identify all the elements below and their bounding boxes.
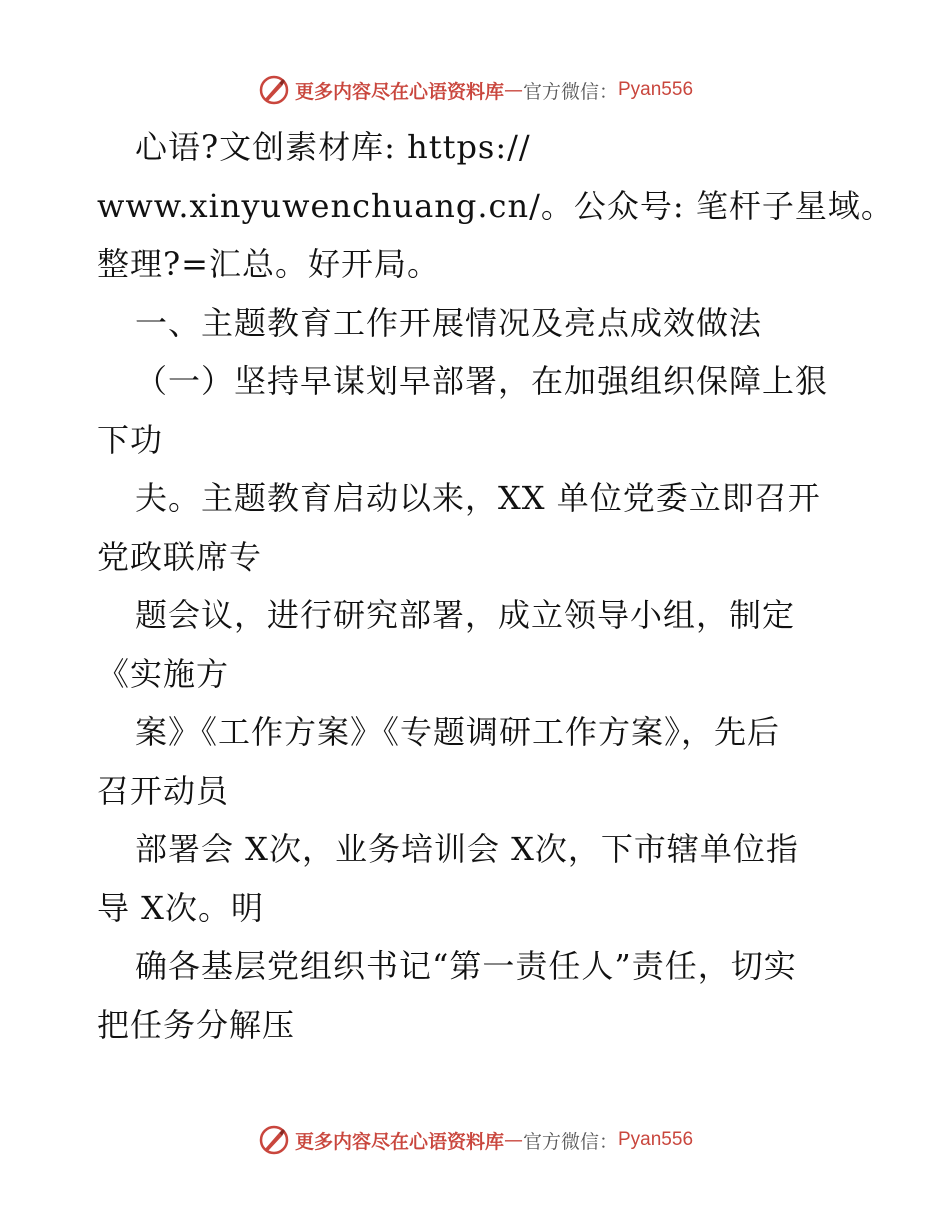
watermark-main-text: 更多内容尽在心语资料库 (294, 80, 504, 103)
text-line: 一、主题教育工作开展情况及亮点成效做法 (135, 303, 763, 342)
watermark-wechat-label: 官方微信： (522, 1130, 618, 1153)
watermark-wechat-id: Pyan556 (618, 1129, 694, 1150)
text-line: 整理?=汇总。好开局。 (97, 245, 440, 283)
header-watermark (0, 70, 950, 110)
text-line: 题会议，进行研究部署，成立领导小组，制定 (135, 596, 796, 634)
text-line: 下功 (97, 420, 164, 459)
footer-watermark (0, 1120, 950, 1160)
watermark-dash: — (503, 1129, 523, 1151)
text-line: www.xinyuwenchuang.cn/。公众号: 笔杆子星域。 (97, 186, 894, 225)
text-line: 心语?文创素材库: https:// (135, 128, 531, 166)
text-line: 党政联席专 (97, 537, 263, 576)
text-line: 《实施方 (97, 654, 230, 693)
text-line: 导 X次。明 (97, 888, 264, 927)
watermark-dash: — (503, 79, 523, 101)
text-line: （一）坚持早谋划早部署，在加强组织保障上狠 (135, 362, 829, 400)
pen-logo-icon (257, 73, 291, 107)
text-line: 案》《工作方案》《专题调研工作方案》，先后 (135, 713, 781, 751)
text-line: 召开动员 (97, 771, 230, 810)
text-line: 部署会 X次，业务培训会 X次，下市辖单位指 (135, 830, 799, 868)
watermark-wechat-label: 官方微信： (522, 80, 618, 103)
text-line: 确各基层党组织书记“第一责任人”责任，切实 (135, 947, 797, 985)
text-line: 夫。主题教育启动以来，XX 单位党委立即召开 (135, 479, 821, 517)
watermark-main-text: 更多内容尽在心语资料库 (294, 1130, 504, 1153)
text-line: 把任务分解压 (97, 1005, 296, 1044)
watermark-wechat-id: Pyan556 (618, 79, 694, 100)
pen-logo-icon (257, 1123, 291, 1157)
document-body (97, 118, 894, 1054)
